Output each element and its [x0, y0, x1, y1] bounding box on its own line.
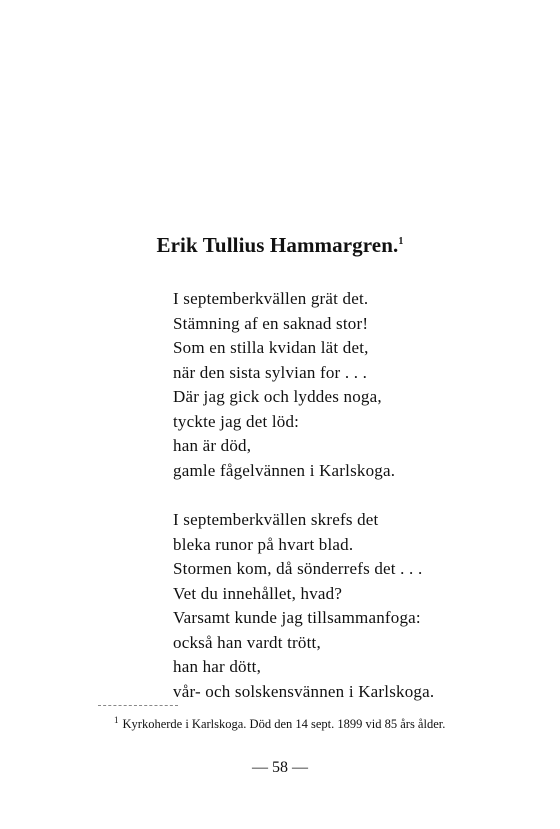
poem-line: också han vardt trött, [173, 632, 321, 652]
poem-line: vår- och solskensvännen i Karlskoga. [173, 681, 435, 701]
poem-title [0, 233, 560, 258]
poem-title-text: Erik Tullius Hammargren. [156, 233, 399, 257]
stanza-1 [173, 287, 395, 483]
poem-line: Stormen kom, då sönderrefs det . . . [173, 559, 423, 578]
poem-line: I septemberkvällen skrefs det [173, 510, 379, 529]
footnote-reference[interactable]: 1 [398, 236, 404, 247]
poem-line: I septemberkvällen grät det. [173, 289, 369, 308]
poem-line: bleka runor på hvart blad. [173, 534, 354, 554]
footnote-marker: 1 [114, 715, 119, 725]
poem-line: Där jag gick och lyddes noga, [173, 387, 382, 406]
footnote-divider [98, 705, 178, 706]
footnote-text: Kyrkoherde i Karlskoga. Död den 14 sept. 1899 vid 85 års ålder. [122, 717, 446, 732]
poem-line: gamle fågelvännen i Karlskoga. [173, 460, 396, 480]
footnote [108, 712, 528, 732]
poem-line: Som en stilla kvidan lät det, [173, 338, 369, 357]
stanza-2 [173, 508, 434, 704]
poem-line: Varsamt kunde jag tillsammanfoga: [173, 608, 421, 627]
poem-line: han har dött, [173, 657, 262, 676]
poem-line: han är död, [173, 436, 252, 455]
poem-line: när den sista sylvian for . . . [173, 362, 368, 382]
poem-line: Vet du innehållet, hvad? [173, 583, 343, 603]
page-number: — 58 — [252, 759, 308, 776]
poem-line: Stämning af en saknad stor! [173, 313, 369, 333]
poem-line: tyckte jag det löd: [173, 411, 300, 431]
